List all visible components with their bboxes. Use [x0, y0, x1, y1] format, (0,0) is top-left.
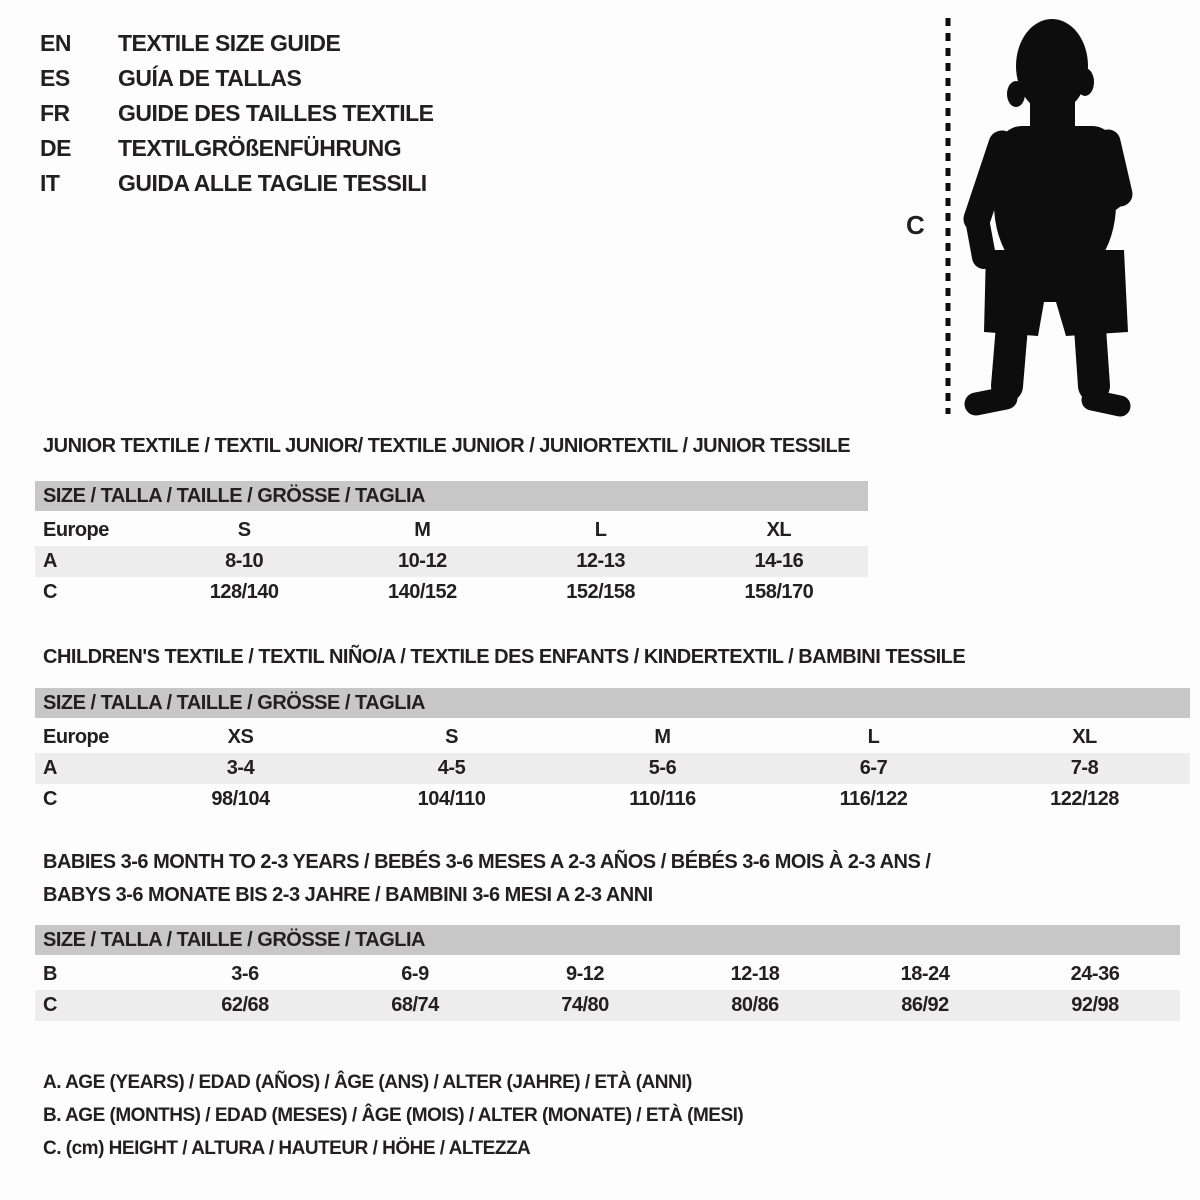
table-cell: 104/110 — [417, 788, 486, 810]
language-row — [40, 96, 434, 131]
table-cell: XS — [227, 726, 254, 748]
table-cell: 3-6 — [231, 963, 259, 985]
language-title: GUÍA DE TALLAS — [118, 65, 302, 91]
babies-section-title — [43, 846, 930, 912]
children-section-title: CHILDREN'S TEXTILE / TEXTIL NIÑO/A / TEXTILE DES ENFANTS / KINDERTEXTIL / BAMBINI TESSILE — [43, 646, 966, 668]
measurement-legend — [43, 1066, 743, 1165]
table-cell: 3-4 — [226, 757, 255, 779]
table-cell: 12-13 — [576, 550, 625, 572]
legend-line: B. AGE (MONTHS) / EDAD (MESES) / ÂGE (MOIS) / ALTER (MONATE) / ETÀ (MESI) — [43, 1105, 744, 1126]
height-measure-label: C — [906, 210, 925, 240]
table-cell: 24-36 — [1070, 963, 1120, 985]
table-cell: 7-8 — [1070, 757, 1099, 779]
language-row — [40, 26, 434, 61]
table-cell: 116/122 — [839, 788, 908, 810]
table-cell: 18-24 — [900, 963, 950, 985]
table-cell: 74/80 — [561, 994, 609, 1016]
language-title: TEXTILGRÖßENFÜHRUNG — [118, 135, 402, 161]
table-row — [35, 515, 868, 546]
language-title-block — [40, 26, 434, 201]
toddler-silhouette — [960, 14, 1135, 419]
table-cell: S — [445, 726, 458, 748]
language-row — [40, 166, 434, 201]
junior-section-title: JUNIOR TEXTILE / TEXTIL JUNIOR/ TEXTILE JUNIOR / JUNIORTEXTIL / JUNIOR TESSILE — [43, 435, 851, 457]
table-cell: S — [237, 519, 251, 541]
table-cell: M — [414, 519, 431, 541]
table-cell: 8-10 — [225, 550, 264, 572]
language-title: GUIDA ALLE TAGLIE TESSILI — [118, 170, 427, 196]
size-header-bar: SIZE / TALLA / TAILLE / GRÖSSE / TAGLIA — [35, 688, 1190, 718]
table-cell: 14-16 — [754, 550, 804, 572]
table-row — [35, 990, 1180, 1021]
language-code: EN — [40, 30, 71, 56]
table-cell: 158/170 — [744, 581, 814, 603]
table-cell: M — [654, 726, 671, 748]
legend-line: A. AGE (YEARS) / EDAD (AÑOS) / ÂGE (ANS) / ALTER (JAHRE) / ETÀ (ANNI) — [43, 1072, 692, 1093]
row-label: C — [43, 581, 57, 603]
language-title: TEXTILE SIZE GUIDE — [118, 30, 341, 56]
table-cell: 9-12 — [565, 963, 605, 985]
height-dashed-line — [944, 14, 952, 418]
table-cell: 122/128 — [1050, 788, 1119, 810]
table-cell: 110/116 — [629, 788, 696, 810]
table-cell: XL — [766, 519, 792, 541]
table-cell: 6-7 — [859, 757, 888, 779]
table-cell: 5-6 — [648, 757, 677, 779]
language-row — [40, 131, 434, 166]
row-label: A — [43, 757, 57, 779]
babies-title-line-1: BABIES 3-6 MONTH TO 2-3 YEARS / BEBÉS 3-6 MESES A 2-3 AÑOS / BÉBÉS 3-6 MOIS À 2-3 ANS / — [43, 851, 931, 873]
language-code: DE — [40, 135, 71, 161]
table-cell: L — [594, 519, 607, 541]
table-cell: 80/86 — [731, 994, 779, 1016]
table-cell: 10-12 — [398, 550, 447, 572]
table-cell: 128/140 — [209, 581, 279, 603]
children-size-table — [35, 688, 1190, 815]
row-label: A — [43, 550, 57, 572]
table-cell: 92/98 — [1071, 994, 1119, 1016]
table-row — [35, 753, 1190, 784]
table-row — [35, 577, 868, 608]
language-code: IT — [40, 170, 60, 196]
table-cell: 152/158 — [566, 581, 636, 603]
babies-title-line-2: BABYS 3-6 MONATE BIS 2-3 JAHRE / BAMBINI 3-6 MESI A 2-3 ANNI — [43, 884, 653, 906]
table-cell: 12-18 — [730, 963, 780, 985]
row-label: Europe — [43, 519, 109, 541]
size-header-bar: SIZE / TALLA / TAILLE / GRÖSSE / TAGLIA — [35, 925, 1180, 955]
table-cell: 62/68 — [221, 994, 269, 1016]
table-row — [35, 959, 1180, 990]
row-label: B — [43, 963, 57, 985]
table-cell: 98/104 — [211, 788, 270, 810]
size-header-bar: SIZE / TALLA / TAILLE / GRÖSSE / TAGLIA — [35, 481, 868, 511]
table-cell: 68/74 — [391, 994, 439, 1016]
babies-size-table — [35, 925, 1180, 1021]
table-cell: 86/92 — [901, 994, 949, 1016]
table-cell: XL — [1072, 726, 1097, 748]
table-row — [35, 784, 1190, 815]
table-cell: L — [867, 726, 880, 748]
language-title: GUIDE DES TAILLES TEXTILE — [118, 100, 434, 126]
table-row — [35, 722, 1190, 753]
junior-size-table — [35, 481, 868, 608]
table-cell: 140/152 — [387, 581, 457, 603]
language-row — [40, 61, 434, 96]
row-label: Europe — [43, 726, 109, 748]
table-cell: 4-5 — [437, 757, 466, 779]
table-row — [35, 546, 868, 577]
legend-line: C. (cm) HEIGHT / ALTURA / HAUTEUR / HÖHE / ALTEZZA — [43, 1138, 531, 1159]
language-code: ES — [40, 65, 70, 91]
language-code: FR — [40, 100, 70, 126]
table-cell: 6-9 — [401, 963, 429, 985]
row-label: C — [43, 788, 57, 810]
row-label: C — [43, 994, 57, 1016]
